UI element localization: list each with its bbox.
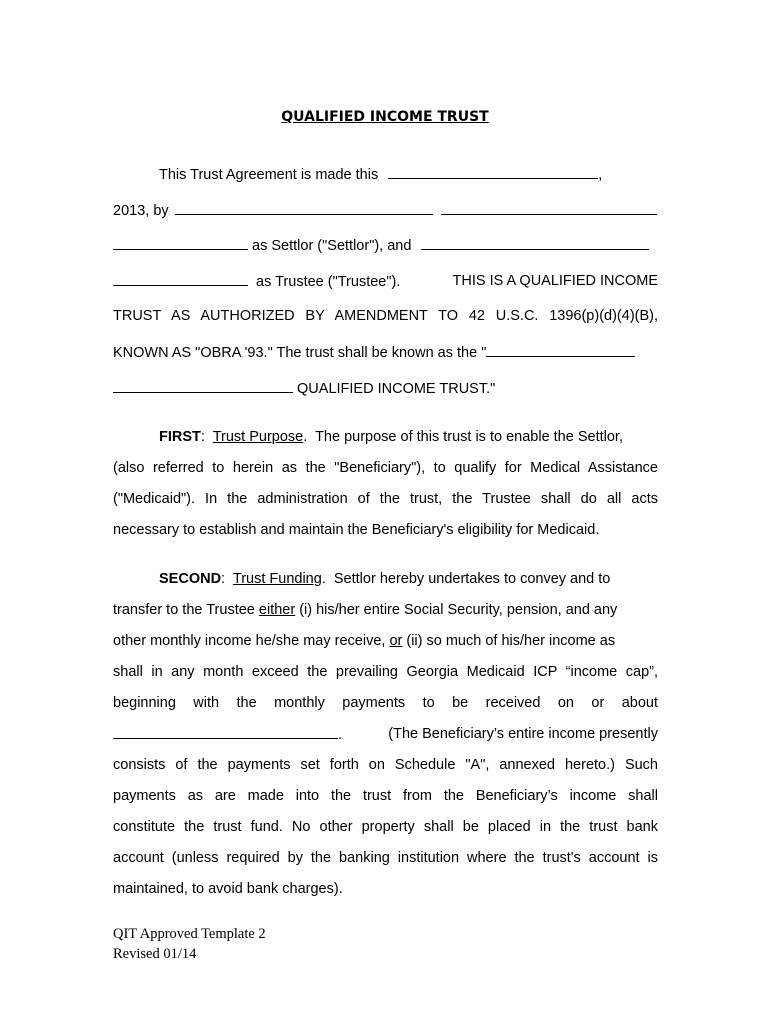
settlor-name-blank-3[interactable] — [113, 236, 248, 250]
first-line-3: ("Medicaid"). In the administration of the trust, the Trustee shall do all acts — [113, 491, 658, 507]
footer-template-name: QIT Approved Template 2 — [113, 926, 266, 942]
intro-line-7: QUALIFIED INCOME TRUST." — [113, 379, 658, 398]
document-title: QUALIFIED INCOME TRUST — [281, 109, 489, 125]
date-blank[interactable] — [388, 165, 598, 179]
second-line-10: account (unless required by the banking institution where the trust's account is — [113, 850, 658, 866]
intro-line-3: as Settlor ("Settlor"), and — [113, 236, 658, 255]
intro-line-6: KNOWN AS "OBRA '93." The trust shall be known as the " — [113, 343, 658, 362]
trustee-name-blank[interactable] — [421, 236, 649, 250]
second-line-2: transfer to the Trustee either (i) his/her entire Social Security, pension, and any — [113, 602, 618, 618]
first-line-2: (also referred to herein as the "Beneficiary"), to qualify for Medical Assistance — [113, 460, 658, 476]
second-heading: Trust Funding — [232, 571, 322, 587]
second-line-1: SECOND: Trust Funding. Settlor hereby undertakes to convey and to — [159, 571, 611, 587]
first-line-4: necessary to establish and maintain the Beneficiary's eligibility for Medicaid. — [113, 522, 600, 538]
footer-revision: Revised 01/14 — [113, 946, 197, 962]
second-line-9: constitute the trust fund. No other property shall be placed in the trust bank — [113, 819, 658, 835]
intro-line-1: This Trust Agreement is made this , — [159, 167, 603, 183]
trustee-name-blank-2[interactable] — [113, 272, 248, 286]
settlor-name-blank[interactable] — [175, 201, 433, 215]
second-line-6: . (The Beneficiary’s entire income presently — [113, 725, 658, 744]
start-date-blank[interactable] — [113, 725, 338, 739]
second-line-5: beginning with the monthly payments to be received on or about — [113, 695, 658, 711]
trust-name-blank-2[interactable] — [113, 379, 293, 393]
settlor-name-blank-2[interactable] — [441, 201, 657, 215]
second-line-4: shall in any month exceed the prevailing Georgia Medicaid ICP “income cap”, — [113, 664, 658, 680]
intro-line-4: as Trustee ("Trustee"). THIS IS A QUALIFIED INCOME — [113, 272, 658, 291]
page-footer — [113, 924, 266, 964]
second-line-8: payments as are made into the trust from the Beneficiary’s income shall — [113, 788, 658, 804]
second-line-7: consists of the payments set forth on Schedule "A", annexed hereto.) Such — [113, 757, 658, 773]
second-line-11: maintained, to avoid bank charges). — [113, 881, 343, 897]
first-heading: Trust Purpose — [212, 429, 304, 445]
first-line-1: FIRST: Trust Purpose. The purpose of this trust is to enable the Settlor, — [159, 429, 623, 445]
second-line-3: other monthly income he/she may receive, or (ii) so much of his/her income as — [113, 633, 616, 649]
trust-name-blank[interactable] — [486, 343, 635, 357]
intro-line-2: 2013, by — [113, 201, 658, 220]
intro-line-5: TRUST AS AUTHORIZED BY AMENDMENT TO 42 U.S.C. 1396(p)(d)(4)(B), — [113, 308, 658, 324]
